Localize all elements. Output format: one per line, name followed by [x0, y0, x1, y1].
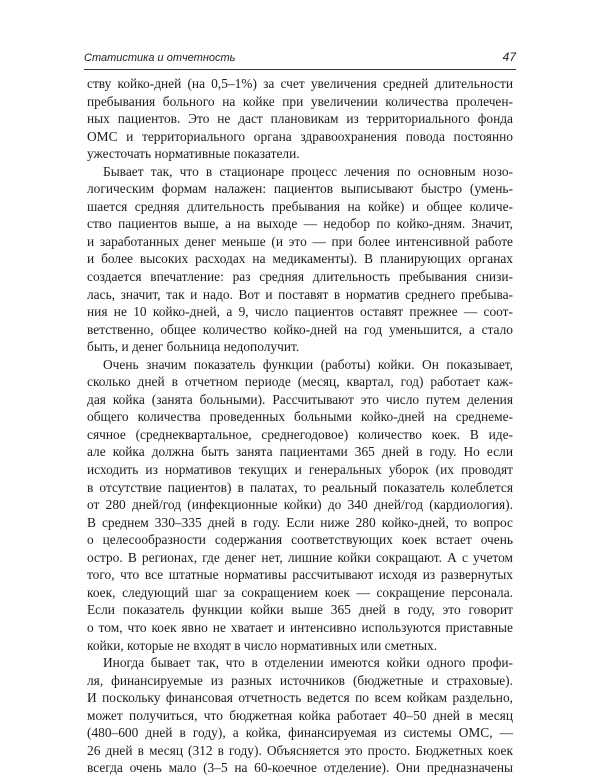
- text-line: ству койко-дней (на 0,5–1%) за счет увеличения средней длительности: [87, 76, 513, 91]
- text-line: ния не 10 койко-дней, а 9, число пациентов оставят прежнее — соот-: [87, 304, 513, 320]
- text-line: и более высоких расходах на медикаменты). В планирующих органах: [87, 251, 513, 267]
- running-head: [84, 50, 516, 68]
- text-line: лась, значит, так и надо. Вот и поставят в норматив среднего пребыва-: [87, 286, 513, 302]
- text-line: логическим формам налажен: пациентов выписывают быстро (умень-: [87, 181, 513, 197]
- text-line: шается средняя длительность пребывания на койке) и общее количе-: [87, 198, 513, 214]
- text-line: пребывания больного на койке при увеличении количества пролечен-: [87, 93, 513, 109]
- text-line: Бывает так, что в стационаре процесс лечения по основным нозо-: [103, 163, 513, 179]
- text-line: и заработанных денег меньше (и это — при более интенсивной работе: [87, 233, 513, 249]
- text-line: ужесточать нормативные показатели.: [87, 146, 300, 162]
- text-line: всегда очень мало (3–5 на 60-коечное отделение). Они предназначены: [87, 760, 513, 776]
- text-line: о целесообразности содержания соответствующих коек встает очень: [87, 532, 513, 548]
- paragraph: [87, 654, 513, 777]
- text-line: койки, которые не входят в число нормативных или сметных.: [87, 637, 438, 653]
- text-line: может получиться, что бюджетная койка работает 40–50 дней в месяц: [87, 707, 513, 723]
- text-line: сколько дней в отчетном периоде (месяц, квартал, год) работает каж-: [87, 374, 513, 390]
- text-line: Если показатель функции койки выше 365 дней в году, это говорит: [87, 602, 513, 618]
- body-text: [87, 75, 513, 777]
- paragraph: [87, 75, 513, 163]
- header-rule: [84, 69, 516, 70]
- text-line: ство пациентов выше, а на выходе — недобор по койко-дням. Значит,: [87, 216, 513, 232]
- text-line: 26 дней в месяц (312 в году). Объясняется это просто. Бюджетных коек: [87, 742, 513, 758]
- text-line: В среднем 330–335 дней в году. Если ниже 280 койко-дней, то вопрос: [87, 514, 513, 530]
- text-line: в отсутствие пациентов) в палатах, то реальный показатель колеблется: [87, 479, 513, 495]
- text-line: того, что все штатные нормативы рассчитывают исходя из развернутых: [87, 567, 513, 583]
- text-line: о том, что коек явно не хватает и интенсивно используются приставные: [87, 619, 513, 635]
- text-line: ля, финансируемые из разных источников (бюджетные и страховые).: [87, 672, 513, 688]
- text-line: от 280 дней/год (инфекционные койки) до 340 дней/год (кардиология).: [87, 497, 513, 513]
- text-line: але койка должна быть занята пациентами 365 дней в году. Но если: [87, 444, 513, 460]
- text-line: ветственно, общее количество койко-дней на год уменьшится, а стало: [87, 321, 513, 337]
- text-line: (480–600 дней в году), а койка, финансируемая из системы ОМС, —: [87, 725, 513, 741]
- text-line: общего количества проведенных больными койко-дней на среднеме-: [87, 409, 513, 425]
- text-line: Очень значим показатель функции (работы) койки. Он показывает,: [103, 356, 513, 372]
- text-line: быть, и денег больница недополучит.: [87, 339, 300, 355]
- page-number: 47: [502, 50, 516, 64]
- text-line: сячное (среднеквартальное, среднегодовое) количество коек. В иде-: [87, 426, 513, 442]
- text-line: ОМС и территориального органа здравоохранения повода постоянно: [87, 128, 513, 144]
- text-line: дая койка (занята больными). Рассчитывают это число путем деления: [87, 391, 513, 407]
- text-line: исходить из нормативов текущих и генеральных уборок (их проводят: [87, 462, 513, 478]
- text-line: остро. В регионах, где денег нет, лишние койки сокращают. А с учетом: [87, 549, 513, 565]
- text-line: коек, следующий шаг за сокращением коек — сокращение персонала.: [87, 584, 513, 600]
- paragraph: [87, 163, 513, 356]
- text-line: Иногда бывает так, что в отделении имеются койки одного профи-: [103, 655, 513, 671]
- text-line: ных пациентов. Это не даст плановикам из территориального фонда: [87, 111, 513, 127]
- paragraph: [87, 356, 513, 654]
- text-line: создается впечатление: раз средняя длительность пребывания снизи-: [87, 269, 513, 285]
- text-line: И поскольку финансовая отчетность ведется по всем койкам раздельно,: [87, 690, 513, 706]
- running-head-title: Статистика и отчетность: [84, 52, 236, 64]
